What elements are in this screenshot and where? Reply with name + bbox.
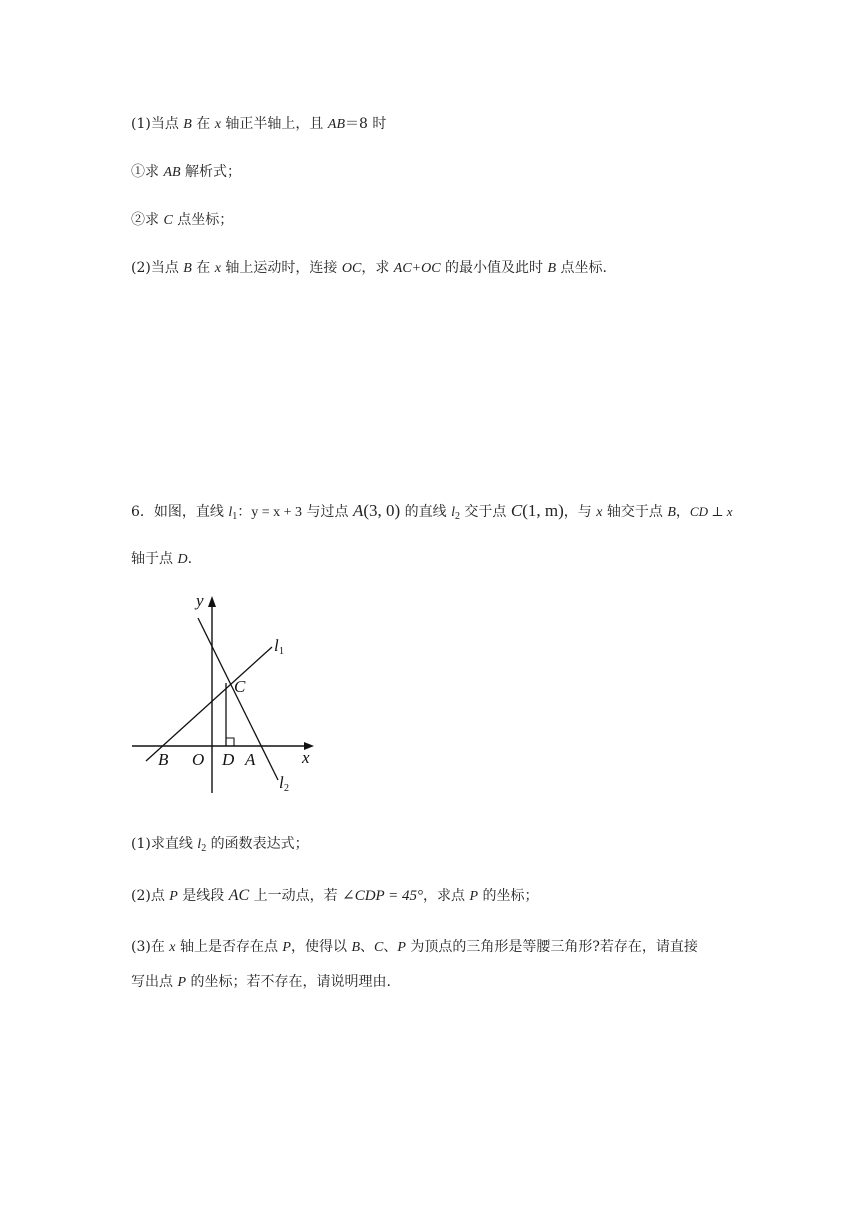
- q6-part2: (2)点 P 是线段 AC 上一动点，若 ∠CDP = 45°，求点 P 的坐标；: [131, 887, 539, 904]
- label-B: B: [158, 750, 169, 769]
- q6-part3-line2: 写出点 P 的坐标；若不存在，请说明理由.: [131, 974, 391, 990]
- label-x: x: [302, 748, 310, 767]
- point-A: A(3, 0): [352, 501, 401, 520]
- var-AB: AB: [327, 117, 345, 132]
- coordinate-figure: [128, 588, 320, 798]
- var-P: P: [177, 975, 187, 990]
- var-x: x: [214, 117, 221, 132]
- label-l2-subscript: 2: [284, 783, 289, 794]
- label-D: D: [222, 750, 235, 769]
- part-number: (1): [131, 116, 151, 132]
- q5-sub1: ①求 AB 解析式；: [131, 164, 242, 180]
- q5-part2: (2)当点 B 在 x 轴上运动时，连接 OC，求 AC+OC 的最小值及此时 B 点坐标.: [131, 260, 607, 276]
- q5-sub2: ②求 C 点坐标；: [131, 212, 234, 228]
- q6-stem-line1: 6．如图，直线 $l_1$：y = x + 3 与过点 A(3, 0) 的直线 $l_2$ 交于点 C(1, m)，与 x 轴交于点 B，CD ⊥ x: [131, 501, 733, 522]
- line-l2: [198, 618, 278, 780]
- part-number: (1): [131, 836, 151, 852]
- var-P: P: [282, 940, 291, 955]
- var-OC: OC: [341, 261, 362, 276]
- y-axis-arrow-icon: [208, 596, 216, 607]
- var-D: D: [177, 552, 188, 567]
- var-B: B: [183, 117, 192, 132]
- label-l1-subscript: 1: [279, 646, 284, 657]
- label-O: O: [192, 750, 205, 769]
- var-C: C: [163, 213, 173, 228]
- var-C: C: [374, 940, 384, 955]
- q6-part1: (1)求直线 $l_2$ 的函数表达式；: [131, 836, 309, 854]
- expr-AC-plus-OC: AC+OC: [393, 261, 441, 276]
- right-angle-icon: [226, 738, 234, 746]
- var-AC: AC: [228, 887, 250, 904]
- perpendicular-expr: CD ⊥ x: [689, 504, 733, 519]
- line-l1: [146, 647, 272, 761]
- label-y: y: [196, 591, 204, 610]
- angle-expr: ∠CDP = 45°: [342, 888, 424, 904]
- part-number: (2): [131, 888, 151, 904]
- line-l1-equation: $l_1$：y = x + 3: [228, 505, 303, 522]
- var-P: P: [169, 889, 178, 904]
- var-x: x: [596, 505, 603, 520]
- label-C: C: [234, 677, 246, 696]
- var-AB: AB: [163, 165, 181, 180]
- point-C: C(1, m): [510, 501, 564, 520]
- part-number: (3): [131, 939, 151, 955]
- var-P: P: [469, 889, 479, 904]
- line-l2: $l_2$: [197, 837, 207, 854]
- var-B: B: [547, 261, 557, 276]
- var-B: B: [183, 261, 192, 276]
- q5-part1: (1)当点 B 在 x 轴正半轴上，且 AB＝8 时: [131, 116, 387, 132]
- label-A: A: [245, 750, 256, 769]
- label-l1: l: [274, 636, 279, 655]
- var-B: B: [667, 505, 676, 520]
- var-B: B: [351, 940, 360, 955]
- figure-svg: [128, 588, 320, 798]
- question-number: 6．: [131, 504, 154, 520]
- q6-part3-line1: (3)在 x 轴上是否存在点 P，使得以 B、C、P 为顶点的三角形是等腰三角形?若存在，请直接: [131, 939, 698, 955]
- var-x: x: [214, 261, 221, 276]
- label-l2: l: [279, 773, 284, 792]
- part-number: (2): [131, 260, 151, 276]
- q6-stem-line2: 轴于点 D.: [131, 551, 193, 567]
- var-x: x: [169, 940, 176, 955]
- line-l2: $l_2$: [451, 505, 460, 522]
- var-P: P: [397, 940, 406, 955]
